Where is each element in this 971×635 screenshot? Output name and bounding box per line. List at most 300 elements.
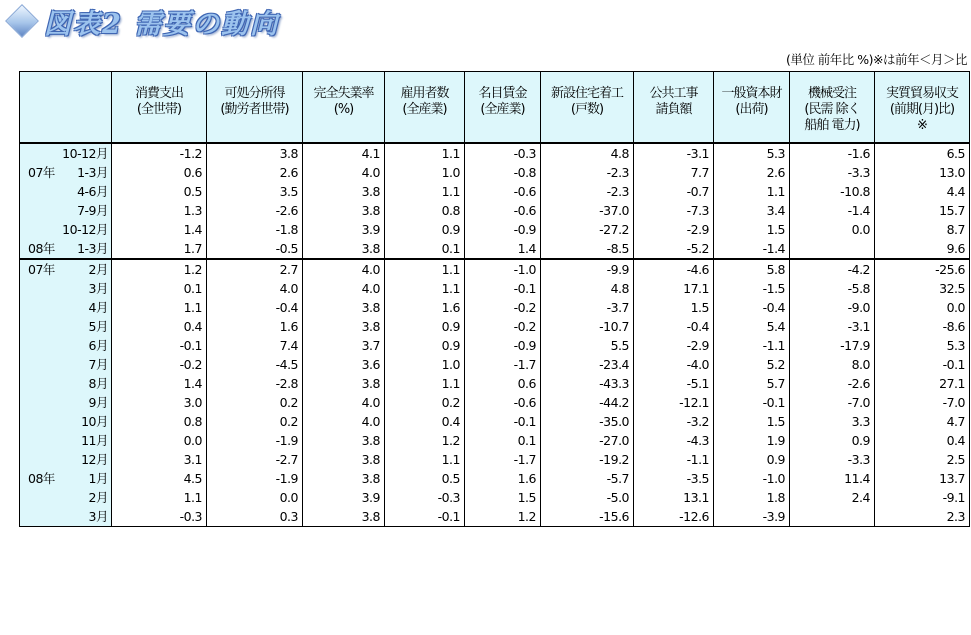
table-cell: 2.3 — [875, 507, 970, 527]
table-cell: -44.2 — [541, 393, 634, 412]
row-year: 07年 — [28, 164, 55, 180]
table-cell: 4.1 — [303, 143, 385, 163]
table-cell: 0.6 — [465, 374, 541, 393]
table-cell: 1.5 — [714, 220, 790, 239]
table-row — [20, 279, 970, 298]
table-row — [20, 393, 970, 412]
table-cell: 2.5 — [875, 450, 970, 469]
table-cell: 1.2 — [465, 507, 541, 527]
header-corner — [20, 72, 112, 143]
table-cell: -1.8 — [207, 220, 303, 239]
row-year: 08年 — [28, 240, 55, 256]
table-cell: 2.7 — [207, 259, 303, 279]
table-cell: 0.6 — [112, 163, 207, 182]
demand-table — [19, 71, 970, 527]
table-cell: -0.2 — [465, 317, 541, 336]
row-period: 11月 — [81, 432, 108, 448]
table-cell: -1.1 — [714, 336, 790, 355]
table-cell: -0.1 — [112, 336, 207, 355]
table-cell: -3.9 — [714, 507, 790, 527]
table-cell: -3.1 — [790, 317, 875, 336]
row-period: 10月 — [81, 413, 108, 429]
table-cell: -0.4 — [714, 298, 790, 317]
column-header-line: 新設住宅着工 — [550, 86, 623, 101]
column-header-line: 完全失業率 — [313, 86, 374, 101]
table-cell: 1.8 — [714, 488, 790, 507]
row-period: 1月 — [88, 470, 108, 486]
row-period: 4月 — [88, 299, 108, 315]
column-header-line: (全世帯) — [136, 102, 182, 117]
table-cell: -0.1 — [465, 279, 541, 298]
column-header-line: (戸数) — [570, 102, 604, 117]
table-cell: 0.9 — [714, 450, 790, 469]
table-cell: 3.3 — [790, 412, 875, 431]
table-cell: -10.8 — [790, 182, 875, 201]
column-header-line: 船舶 電力) — [804, 118, 860, 133]
table-row — [20, 450, 970, 469]
table-cell: 7.4 — [207, 336, 303, 355]
table-cell: -8.6 — [875, 317, 970, 336]
table-cell: -1.2 — [112, 143, 207, 163]
table-cell: -19.2 — [541, 450, 634, 469]
column-header-line: 雇用者数 — [400, 86, 449, 101]
row-label — [20, 239, 112, 259]
table-cell: -4.3 — [634, 431, 714, 450]
table-row — [20, 469, 970, 488]
table-cell: -0.2 — [465, 298, 541, 317]
table-cell: -2.6 — [790, 374, 875, 393]
table-cell: 0.2 — [207, 412, 303, 431]
table-cell: 4.0 — [303, 279, 385, 298]
table-cell: 3.8 — [303, 317, 385, 336]
table-row — [20, 298, 970, 317]
table-cell: -2.9 — [634, 336, 714, 355]
table-cell: -4.0 — [634, 355, 714, 374]
column-header-line: 実質貿易収支 — [885, 86, 958, 101]
table-cell: -27.2 — [541, 220, 634, 239]
table-cell: -0.2 — [112, 355, 207, 374]
table-cell: -0.8 — [465, 163, 541, 182]
column-header — [207, 72, 303, 143]
table-cell: 1.1 — [714, 182, 790, 201]
column-header — [112, 72, 207, 143]
row-period: 5月 — [88, 318, 108, 334]
table-cell: 3.0 — [112, 393, 207, 412]
table-cell: -1.7 — [465, 355, 541, 374]
table-cell: -27.0 — [541, 431, 634, 450]
table-cell: 3.6 — [303, 355, 385, 374]
table-cell: 3.8 — [303, 298, 385, 317]
table-cell: -9.0 — [790, 298, 875, 317]
table-cell: 3.7 — [303, 336, 385, 355]
table-cell: 8.7 — [875, 220, 970, 239]
table-cell: -4.5 — [207, 355, 303, 374]
table-cell: -2.3 — [541, 163, 634, 182]
table-cell: 1.7 — [112, 239, 207, 259]
table-cell: -35.0 — [541, 412, 634, 431]
table-cell: -7.0 — [875, 393, 970, 412]
table-cell: 3.9 — [303, 220, 385, 239]
table-row — [20, 355, 970, 374]
column-header-line: 公共工事 — [649, 86, 698, 101]
row-period: 10-12月 — [62, 145, 108, 161]
table-cell: -7.3 — [634, 201, 714, 220]
table-cell: -0.3 — [465, 143, 541, 163]
table-cell: 0.2 — [207, 393, 303, 412]
column-header-line: (%) — [333, 102, 354, 117]
table-cell: 1.2 — [385, 431, 465, 450]
table-cell: 3.8 — [207, 143, 303, 163]
table-cell: -1.1 — [634, 450, 714, 469]
table-cell: 8.0 — [790, 355, 875, 374]
table-cell: 5.5 — [541, 336, 634, 355]
table-cell: 0.0 — [112, 431, 207, 450]
table-cell: 1.1 — [112, 488, 207, 507]
table-cell: 5.3 — [714, 143, 790, 163]
table-cell: 3.9 — [303, 488, 385, 507]
row-period: 10-12月 — [62, 221, 108, 237]
table-cell: 1.4 — [465, 239, 541, 259]
table-cell: 1.6 — [465, 469, 541, 488]
table-cell — [790, 507, 875, 527]
table-cell: 1.0 — [385, 163, 465, 182]
table-cell: 3.8 — [303, 469, 385, 488]
row-label — [20, 431, 112, 450]
row-period: 1-3月 — [77, 164, 108, 180]
column-header-line: ※ — [917, 118, 927, 133]
table-cell: 15.7 — [875, 201, 970, 220]
row-label — [20, 182, 112, 201]
table-cell: 2.6 — [207, 163, 303, 182]
row-period: 4-6月 — [77, 183, 108, 199]
row-label — [20, 507, 112, 527]
column-header — [303, 72, 385, 143]
table-cell: -9.1 — [875, 488, 970, 507]
column-header-line: (出荷) — [735, 102, 768, 117]
table-cell: -3.3 — [790, 450, 875, 469]
table-cell: 3.8 — [303, 507, 385, 527]
table-cell: 7.7 — [634, 163, 714, 182]
row-period: 1-3月 — [77, 240, 108, 256]
row-label — [20, 488, 112, 507]
column-header-line: (勤労者世帯) — [220, 102, 289, 117]
table-cell: -3.7 — [541, 298, 634, 317]
table-cell: 2.6 — [714, 163, 790, 182]
diamond-bullet-icon — [5, 4, 39, 38]
table-row — [20, 374, 970, 393]
table-cell: 5.3 — [875, 336, 970, 355]
row-period: 2月 — [88, 261, 108, 277]
table-cell: -3.2 — [634, 412, 714, 431]
table-cell: -5.7 — [541, 469, 634, 488]
table-cell: 1.1 — [385, 450, 465, 469]
table-header — [20, 72, 970, 143]
column-header-line: (全産業) — [402, 102, 447, 117]
table-cell: 11.4 — [790, 469, 875, 488]
unit-note: (単位 前年比 %)※は前年＜月＞比 — [785, 52, 967, 67]
column-header — [714, 72, 790, 143]
table-cell: -1.6 — [790, 143, 875, 163]
table-cell: 13.1 — [634, 488, 714, 507]
row-period: 3月 — [88, 508, 108, 524]
table-cell: -0.6 — [465, 201, 541, 220]
table-cell: -15.6 — [541, 507, 634, 527]
table-cell: -0.6 — [465, 182, 541, 201]
table-cell: 9.6 — [875, 239, 970, 259]
table-cell: -0.5 — [207, 239, 303, 259]
table-cell: 3.5 — [207, 182, 303, 201]
table-cell: -4.6 — [634, 259, 714, 279]
table-cell: -5.0 — [541, 488, 634, 507]
row-period: 2月 — [88, 489, 108, 505]
table-row — [20, 488, 970, 507]
column-header — [634, 72, 714, 143]
column-header-line: (全産業) — [480, 102, 525, 117]
table-cell: -1.9 — [207, 469, 303, 488]
table-cell: 1.2 — [112, 259, 207, 279]
table-row — [20, 201, 970, 220]
row-period: 8月 — [88, 375, 108, 391]
table-cell: 5.4 — [714, 317, 790, 336]
row-year: 08年 — [28, 470, 55, 486]
row-label — [20, 317, 112, 336]
table-cell: -2.6 — [207, 201, 303, 220]
table-cell: 4.0 — [207, 279, 303, 298]
table-cell: 1.4 — [112, 220, 207, 239]
table-cell — [790, 239, 875, 259]
table-cell: 3.8 — [303, 450, 385, 469]
table-cell: -2.3 — [541, 182, 634, 201]
table-cell: -8.5 — [541, 239, 634, 259]
table-cell: 0.9 — [385, 317, 465, 336]
table-cell: 5.8 — [714, 259, 790, 279]
column-header — [541, 72, 634, 143]
table-cell: 27.1 — [875, 374, 970, 393]
table-cell: -0.7 — [634, 182, 714, 201]
table-cell: 1.1 — [385, 374, 465, 393]
table-cell: -37.0 — [541, 201, 634, 220]
table-cell: -3.1 — [634, 143, 714, 163]
row-label — [20, 412, 112, 431]
column-header — [465, 72, 541, 143]
table-row — [20, 431, 970, 450]
row-label — [20, 336, 112, 355]
table-cell: 0.4 — [385, 412, 465, 431]
table-cell: -1.7 — [465, 450, 541, 469]
table-cell: -1.0 — [714, 469, 790, 488]
table-cell: -23.4 — [541, 355, 634, 374]
table-cell: -0.3 — [385, 488, 465, 507]
table-row — [20, 317, 970, 336]
table-cell: -3.3 — [790, 163, 875, 182]
table-cell: 1.1 — [112, 298, 207, 317]
table-cell: -0.9 — [465, 336, 541, 355]
table-cell: 1.3 — [112, 201, 207, 220]
table-cell: -2.9 — [634, 220, 714, 239]
table-cell: 0.0 — [790, 220, 875, 239]
table-cell: -0.1 — [465, 412, 541, 431]
table-cell: -43.3 — [541, 374, 634, 393]
table-row — [20, 336, 970, 355]
table-cell: -9.9 — [541, 259, 634, 279]
table-cell: 0.3 — [207, 507, 303, 527]
table-cell: -5.2 — [634, 239, 714, 259]
table-cell: 3.8 — [303, 201, 385, 220]
table-row — [20, 182, 970, 201]
table-cell: 17.1 — [634, 279, 714, 298]
table-cell: 0.9 — [790, 431, 875, 450]
table-cell: -0.9 — [465, 220, 541, 239]
table-cell: -0.1 — [714, 393, 790, 412]
table-cell: 3.8 — [303, 374, 385, 393]
table-cell: 1.0 — [385, 355, 465, 374]
table-cell: -5.8 — [790, 279, 875, 298]
row-label — [20, 469, 112, 488]
table-cell: 5.7 — [714, 374, 790, 393]
row-label — [20, 450, 112, 469]
table-cell: -1.4 — [714, 239, 790, 259]
table-cell: 0.1 — [112, 279, 207, 298]
table-cell: 1.6 — [207, 317, 303, 336]
table-cell: 1.4 — [112, 374, 207, 393]
table-cell: 3.8 — [303, 431, 385, 450]
table-cell: 4.8 — [541, 279, 634, 298]
table-cell: -17.9 — [790, 336, 875, 355]
row-label — [20, 163, 112, 182]
table-cell: 1.1 — [385, 182, 465, 201]
table-cell: 1.9 — [714, 431, 790, 450]
table-cell: 0.2 — [385, 393, 465, 412]
row-period: 9月 — [88, 394, 108, 410]
table-cell: -2.8 — [207, 374, 303, 393]
table-cell: 3.4 — [714, 201, 790, 220]
table-cell: 3.8 — [303, 182, 385, 201]
row-year: 07年 — [28, 261, 55, 277]
table-row — [20, 412, 970, 431]
table-row — [20, 143, 970, 163]
table-cell: 1.1 — [385, 259, 465, 279]
table-cell: 1.1 — [385, 143, 465, 163]
table-cell: -1.4 — [790, 201, 875, 220]
table-cell: 5.2 — [714, 355, 790, 374]
row-label — [20, 201, 112, 220]
table-cell: -3.5 — [634, 469, 714, 488]
table-cell: -4.2 — [790, 259, 875, 279]
table-cell: -2.7 — [207, 450, 303, 469]
table-cell: 4.4 — [875, 182, 970, 201]
table-cell: -0.4 — [207, 298, 303, 317]
table-row — [20, 507, 970, 527]
table-row — [20, 163, 970, 182]
table-cell: -0.1 — [385, 507, 465, 527]
column-header-line: 一般資本財 — [721, 86, 782, 101]
row-label — [20, 374, 112, 393]
row-period: 6月 — [88, 337, 108, 353]
row-label — [20, 393, 112, 412]
row-label — [20, 298, 112, 317]
table-cell: -0.4 — [634, 317, 714, 336]
column-header-line: 消費支出 — [134, 86, 183, 101]
row-label — [20, 220, 112, 239]
table-cell: 4.0 — [303, 163, 385, 182]
table-cell: 1.5 — [465, 488, 541, 507]
row-period: 7月 — [88, 356, 108, 372]
table-cell: -10.7 — [541, 317, 634, 336]
table-cell: 0.5 — [385, 469, 465, 488]
column-header-line: 請負額 — [655, 102, 692, 117]
column-header-line: 名目賃金 — [478, 86, 527, 101]
table-row — [20, 259, 970, 279]
table-cell: 6.5 — [875, 143, 970, 163]
table-cell: 1.1 — [385, 279, 465, 298]
table-cell: 3.1 — [112, 450, 207, 469]
table-cell: 0.9 — [385, 220, 465, 239]
column-header-line: (前期(月)比) — [889, 102, 955, 117]
table-row — [20, 220, 970, 239]
table-cell: 0.9 — [385, 336, 465, 355]
table-cell: 0.1 — [385, 239, 465, 259]
table-cell: -0.6 — [465, 393, 541, 412]
table-cell: -12.1 — [634, 393, 714, 412]
table-cell: -0.1 — [875, 355, 970, 374]
table-cell: -0.3 — [112, 507, 207, 527]
table-cell: 0.5 — [112, 182, 207, 201]
table-cell: 0.4 — [112, 317, 207, 336]
table-cell: 3.8 — [303, 239, 385, 259]
row-label — [20, 355, 112, 374]
table-cell: 1.5 — [714, 412, 790, 431]
table-cell: 0.8 — [112, 412, 207, 431]
table-row — [20, 239, 970, 259]
page-title: 図表2 需要の動向 — [44, 8, 280, 40]
table-cell: 1.6 — [385, 298, 465, 317]
table-cell: -25.6 — [875, 259, 970, 279]
column-header — [875, 72, 970, 143]
table-cell: 0.0 — [875, 298, 970, 317]
table-cell: 4.8 — [541, 143, 634, 163]
table-cell: 1.5 — [634, 298, 714, 317]
table-cell: 0.1 — [465, 431, 541, 450]
row-label — [20, 279, 112, 298]
table-cell: 13.0 — [875, 163, 970, 182]
table-cell: 0.8 — [385, 201, 465, 220]
table-cell: -1.0 — [465, 259, 541, 279]
row-label — [20, 143, 112, 163]
column-header — [790, 72, 875, 143]
table-cell: 13.7 — [875, 469, 970, 488]
title-bar — [4, 2, 279, 40]
table-cell: -5.1 — [634, 374, 714, 393]
table-cell: 4.0 — [303, 412, 385, 431]
column-header-line: 機械受注 — [807, 86, 856, 101]
table-cell: -7.0 — [790, 393, 875, 412]
table-cell: -1.5 — [714, 279, 790, 298]
row-period: 3月 — [88, 280, 108, 296]
table-cell: 4.5 — [112, 469, 207, 488]
table-cell: 0.0 — [207, 488, 303, 507]
table-cell: 4.0 — [303, 393, 385, 412]
table-body — [20, 143, 970, 527]
table-cell: 2.4 — [790, 488, 875, 507]
table-cell: 4.0 — [303, 259, 385, 279]
row-label — [20, 259, 112, 279]
table-cell: -1.9 — [207, 431, 303, 450]
column-header-line: (民需 除く — [804, 102, 860, 117]
column-header-line: 可処分所得 — [224, 86, 285, 101]
table-cell: 0.4 — [875, 431, 970, 450]
table-cell: 4.7 — [875, 412, 970, 431]
row-period: 7-9月 — [77, 202, 108, 218]
